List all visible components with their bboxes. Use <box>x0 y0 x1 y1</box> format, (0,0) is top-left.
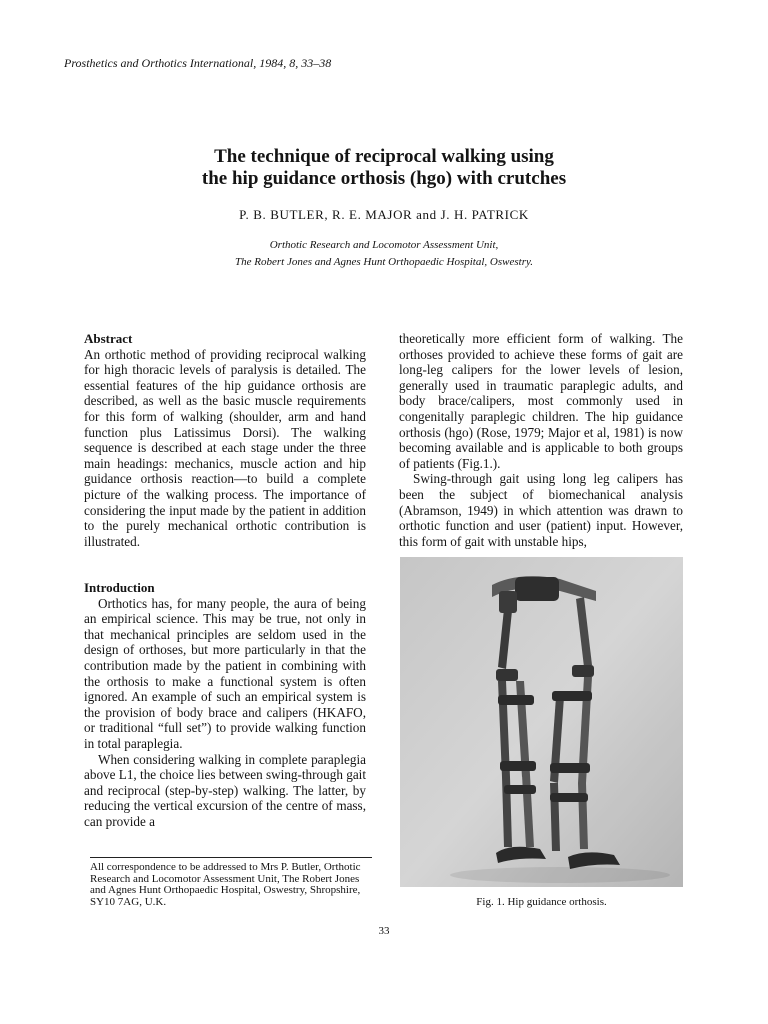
affiliation-line-2: The Robert Jones and Agnes Hunt Orthopaedic Hospital, Oswestry. <box>235 256 533 268</box>
introduction-paragraph-1: Orthotics has, for many people, the aura of being an empirical science. This may be true, not only in that mechanical principles are seldom used in the design of orthoses, but more particularly in that the contribution made by the patient in combining with the orthosis to make a functional system is often ignored. An example of such an empirical system is the provision of body brace and calipers (HKAFO, or traditional “full set”) to provide walking function in total paraplegia. <box>84 595 366 751</box>
figure-caption: Fig. 1. Hip guidance orthosis. <box>476 896 607 908</box>
orthosis-illustration <box>400 557 683 887</box>
footnote-divider <box>90 857 372 858</box>
journal-citation: Prosthetics and Orthotics International, 1984, 8, 33–38 <box>64 56 332 70</box>
paper-title-line-2: the hip guidance orthosis (hgo) with crutches <box>201 168 567 189</box>
hip-guidance-orthosis-photo <box>400 557 683 887</box>
abstract-text: An orthotic method of providing reciprocal walking for high thoracic levels of paralysis is detailed. The essential features of the hip guidance orthosis are described, as well as the basic muscle requirements for this form of walking (shoulder, arm and hand function plus Latissimus Dorsi). The walking sequence is described at each stage under the three main headings: mechanics, muscle action and hip guidance orthosis reaction—to build a complete picture of the walking process. The importance of considering the input made by the patient in addition to the purely mechanical orthotic contribution is illustrated. <box>84 346 366 549</box>
correspondence-footnote: All correspondence to be addressed to Mrs P. Butler, Orthotic Research and Locomotor Assessment Unit, The Robert Jones and Agnes Hunt Orthopaedic Hospital, Oswestry, Shropshire, SY10 7AG, U.K. <box>90 861 361 908</box>
abstract-heading: Abstract <box>84 331 133 346</box>
paper-title-line-1: The technique of reciprocal walking using <box>214 146 554 167</box>
abstract-section <box>84 331 366 549</box>
affiliation-line-1: Orthotic Research and Locomotor Assessment Unit, <box>269 239 499 251</box>
right-column-paragraph-1: theoretically more efficient form of walking. The orthoses provided to achieve these forms of gait are long-leg calipers for the lower levels of lesion, generally used in traumatic paraplegic adults, and body brace/calipers, most commonly used in congenitally paraplegic children. The hip guidance orthosis (hgo) (Rose, 1979; Major et al, 1981) is now becoming available and is applicable to both groups of patients (Fig.1.). <box>399 331 683 471</box>
introduction-section <box>84 580 366 830</box>
page-number: 33 <box>378 925 390 937</box>
author-list: P. B. BUTLER, R. E. MAJOR and J. H. PATRICK <box>239 207 529 222</box>
introduction-heading: Introduction <box>84 580 155 595</box>
introduction-paragraph-2: When considering walking in complete paraplegia above L1, the choice lies between swing-through gait and reciprocal (step-by-step) walking. The latter, by reducing the vertical excursion of the centre of mass, can provide a <box>84 751 366 829</box>
right-column-text <box>399 331 683 549</box>
right-column-paragraph-2: Swing-through gait using long leg calipers has been the subject of biomechanical analysis (Abramson, 1949) in which attention was drawn to orthotic function and user (patient) input. However, this form of gait with unstable hips, <box>399 471 683 549</box>
paper-title <box>0 146 768 190</box>
affiliation <box>0 237 768 271</box>
